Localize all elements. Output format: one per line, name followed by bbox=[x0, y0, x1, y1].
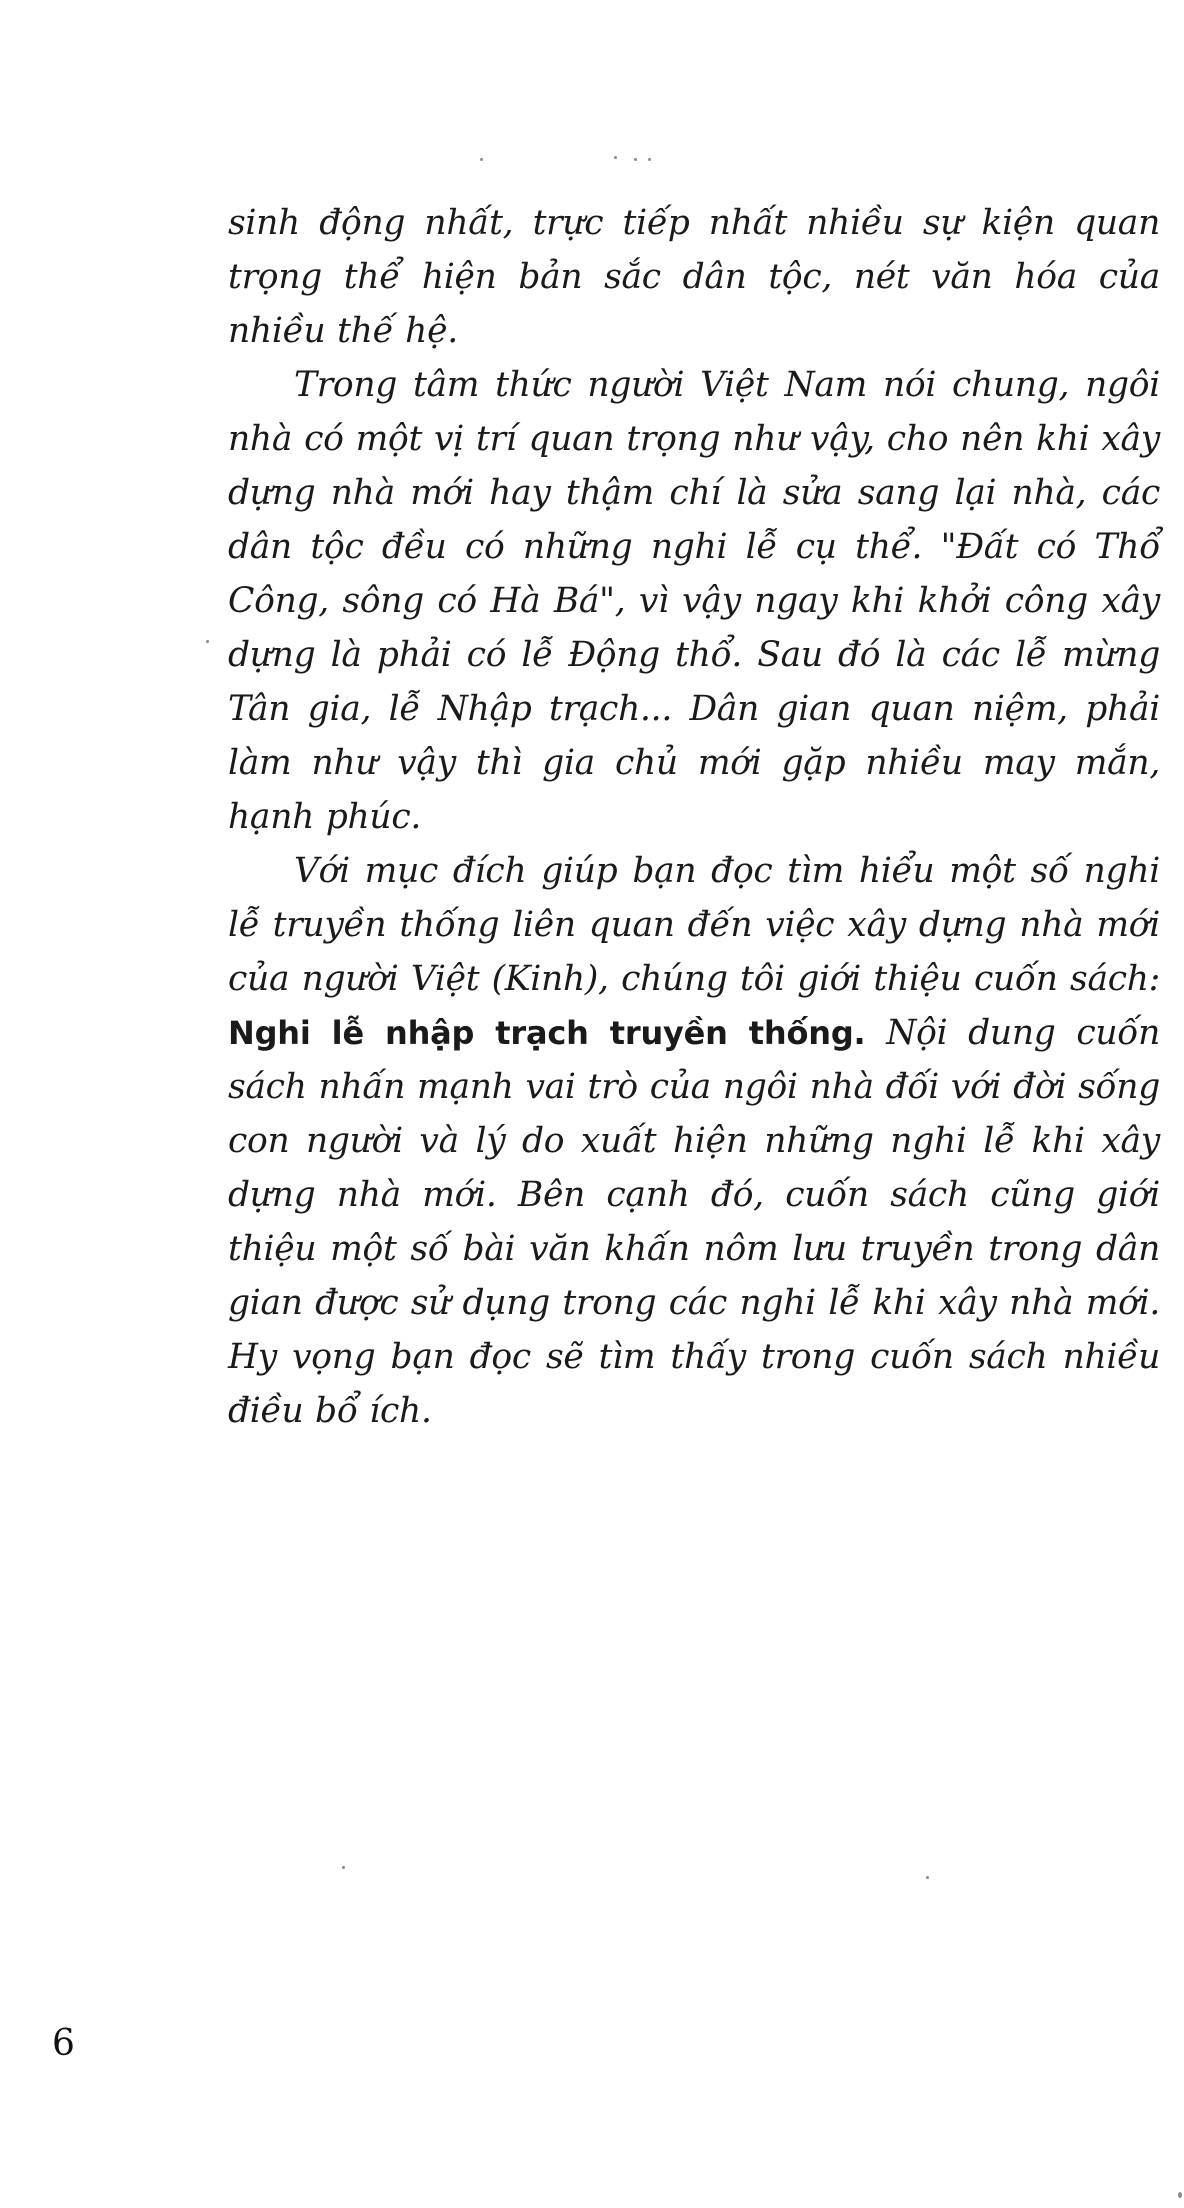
scan-speck bbox=[634, 158, 637, 161]
book-title: Nghi lễ nhập trạch truyền thống. bbox=[228, 1014, 866, 1052]
scan-speck bbox=[206, 640, 209, 643]
scan-speck bbox=[614, 156, 617, 159]
scan-speck bbox=[480, 158, 483, 161]
paragraph-ceremonies: Trong tâm thức người Việt Nam nói chung, ngôi nhà có một vị trí quan trọng như vậy, cho nên khi xây dựng nhà mới hay thậm chí là sửa sang lại nhà, các dân tộc đều có những nghi lễ cụ thể. "Đất có Thổ Công, sông có Hà Bá", vì vậy ngay khi khởi công xây dựng là phải có lễ Động thổ. Sau đó là các lễ mừng Tân gia, lễ Nhập trạch... Dân gian quan niệm, phải làm như vậy thì gia chủ mới gặp nhiều may mắn, hạnh phúc. bbox=[228, 365, 1160, 837]
paragraph-intro-continuation: Nội dung cuốn sách nhấn mạnh vai trò của ngôi nhà đối với đời sống con người và lý do xuất hiện những nghi lễ khi xây dựng nhà mới. Bên cạnh đó, cuốn sách cũng giới thiệu một số bài văn khấn nôm lưu truyền trong dân gian được sử dụng trong các nghi lễ khi xây nhà mới. Hy vọng bạn đọc sẽ tìm thấy trong cuốn sách nhiều điều bổ ích. bbox=[228, 1013, 1160, 1431]
paragraph-intro-text: Với mục đích giúp bạn đọc tìm hiểu một số nghi lễ truyền thống liên quan đến việc xây dựng nhà mới của người Việt (Kinh), chúng tôi giới thiệu cuốn sách: bbox=[228, 851, 1160, 999]
scan-speck bbox=[1178, 2192, 1182, 2198]
body-text bbox=[228, 196, 1160, 1438]
scan-speck bbox=[926, 1876, 929, 1879]
scan-speck bbox=[342, 1866, 345, 1869]
page-number: 6 bbox=[52, 2023, 75, 2064]
scan-speck bbox=[648, 158, 651, 161]
paragraph-book-introduction bbox=[228, 844, 1160, 1438]
paragraph-continuation: sinh động nhất, trực tiếp nhất nhiều sự kiện quan trọng thể hiện bản sắc dân tộc, nét văn hóa của nhiều thế hệ. bbox=[228, 203, 1160, 351]
